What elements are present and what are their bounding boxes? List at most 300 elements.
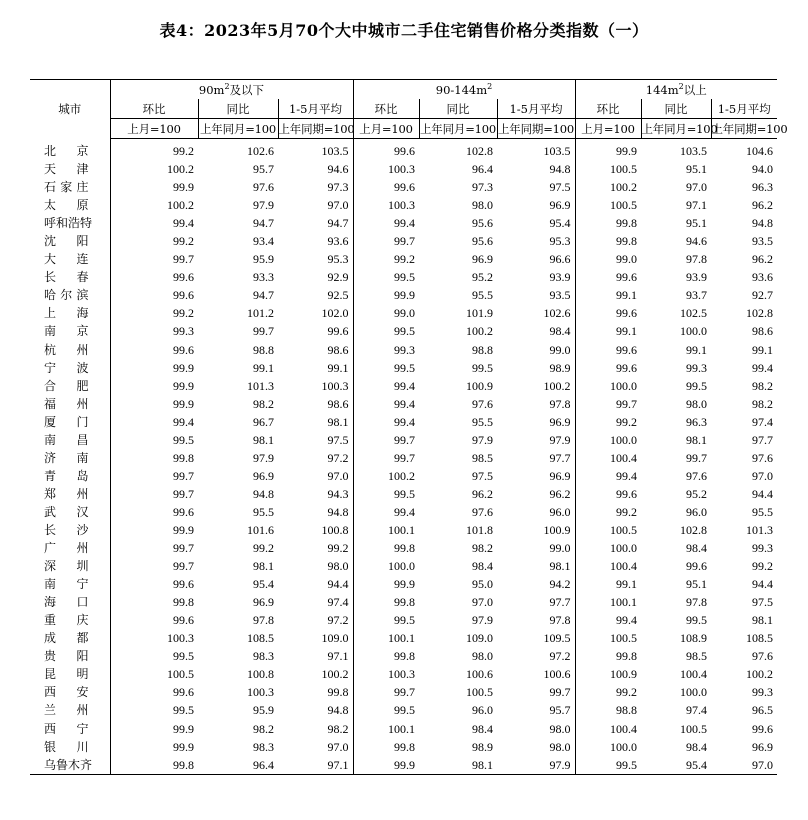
index-value: 98.1 — [549, 559, 571, 574]
city-name: 西安 — [44, 685, 89, 700]
index-value: 98.8 — [253, 342, 274, 357]
page-title: 表4：2023年5月70个大中城市二手住宅销售价格分类指数（一） — [159, 21, 649, 40]
index-value: 99.4 — [752, 360, 773, 375]
index-value: 99.5 — [472, 360, 493, 375]
index-value: 95.2 — [686, 486, 707, 501]
table-row — [30, 557, 777, 575]
group-header-90-144: $90-144m^2$ — [353, 80, 575, 100]
index-value: 97.6 — [253, 180, 274, 195]
city-name: 大连 — [44, 252, 89, 267]
index-value: 99.4 — [110, 214, 198, 232]
index-value: 99.8 — [353, 647, 419, 665]
index-value: 99.0 — [549, 342, 571, 357]
index-value: 99.6 — [110, 575, 198, 593]
sub-header-yoy: 同比 — [198, 99, 278, 119]
index-value: 99.1 — [575, 286, 641, 304]
index-value: 97.7 — [752, 432, 773, 447]
city-name: 兰州 — [44, 703, 89, 718]
index-value: 96.4 — [472, 162, 493, 177]
index-value: 101.3 — [746, 523, 773, 537]
index-value: 100.5 — [466, 685, 493, 700]
index-value: 100.3 — [353, 160, 419, 178]
index-value: 99.9 — [110, 720, 198, 738]
index-value: 101.2 — [247, 306, 274, 321]
table-row — [30, 720, 777, 738]
index-value: 95.5 — [752, 504, 773, 519]
city-name: 郑州 — [44, 486, 89, 501]
index-value: 99.5 — [686, 613, 707, 628]
index-value: 100.2 — [543, 378, 571, 393]
index-value: 99.6 — [353, 139, 419, 161]
index-value: 98.8 — [472, 342, 493, 357]
city-name: 成都 — [44, 631, 89, 646]
index-value: 94.0 — [752, 162, 773, 177]
table-row — [30, 738, 777, 756]
index-value: 99.6 — [686, 559, 707, 574]
index-value: 97.8 — [549, 613, 571, 628]
sub-header-mom: 环比 — [353, 99, 419, 119]
unit-label-mom: 上月=100 — [110, 119, 198, 139]
index-value: 99.9 — [353, 575, 419, 593]
index-value: 99.7 — [110, 485, 198, 503]
index-value: 98.0 — [549, 739, 571, 754]
index-value: 99.4 — [353, 377, 419, 395]
table-row — [30, 268, 777, 286]
index-value: 98.0 — [472, 198, 493, 213]
index-value: 97.1 — [686, 198, 707, 213]
index-value: 96.6 — [549, 252, 571, 267]
index-value: 99.1 — [327, 360, 349, 375]
city-name: 贵阳 — [44, 649, 89, 664]
index-value: 97.9 — [549, 432, 571, 447]
index-value: 99.8 — [575, 214, 641, 232]
index-value: 100.2 — [575, 178, 641, 196]
index-value: 98.2 — [253, 721, 274, 736]
index-value: 99.1 — [575, 322, 641, 340]
city-name: 石家庄 — [44, 180, 89, 195]
index-value: 98.1 — [327, 414, 349, 429]
index-value: 96.9 — [472, 252, 493, 267]
index-value: 98.3 — [253, 649, 274, 664]
index-value: 97.5 — [472, 468, 493, 483]
index-value: 100.6 — [466, 667, 493, 682]
index-value: 99.5 — [110, 701, 198, 719]
city-name: 厦门 — [44, 414, 89, 429]
index-value: 99.6 — [110, 683, 198, 701]
index-value: 97.2 — [327, 613, 349, 628]
index-value: 100.9 — [575, 665, 641, 683]
index-value: 102.6 — [543, 306, 571, 321]
index-value: 99.7 — [110, 557, 198, 575]
index-value: 94.8 — [253, 486, 274, 501]
index-value: 99.2 — [110, 232, 198, 250]
index-value: 96.0 — [472, 703, 493, 718]
index-value: 99.7 — [575, 395, 641, 413]
city-name: 北京 — [44, 143, 89, 158]
index-value: 97.1 — [327, 649, 349, 664]
index-value: 99.8 — [353, 539, 419, 557]
index-value: 97.0 — [327, 468, 349, 483]
index-value: 97.6 — [686, 468, 707, 483]
index-value: 99.5 — [353, 359, 419, 377]
index-value: 97.8 — [253, 613, 274, 628]
table-row — [30, 431, 777, 449]
index-value: 97.4 — [327, 595, 349, 610]
index-value: 100.2 — [110, 196, 198, 214]
index-value: 92.5 — [327, 288, 349, 303]
index-value: 93.3 — [253, 270, 274, 285]
index-value: 94.8 — [752, 216, 773, 231]
index-value: 100.6 — [543, 667, 571, 682]
index-value: 100.2 — [110, 160, 198, 178]
index-value: 99.0 — [549, 541, 571, 556]
index-value: 97.8 — [686, 252, 707, 267]
index-value: 95.3 — [327, 252, 349, 267]
index-value: 100.0 — [680, 685, 707, 700]
index-value: 99.9 — [110, 738, 198, 756]
index-value: 99.2 — [575, 683, 641, 701]
index-value: 98.4 — [472, 721, 493, 736]
index-value: 100.3 — [353, 196, 419, 214]
index-value: 95.4 — [641, 756, 711, 775]
index-value: 99.6 — [110, 341, 198, 359]
index-value: 97.0 — [327, 198, 349, 213]
index-value: 97.4 — [686, 703, 707, 718]
index-value: 99.8 — [353, 738, 419, 756]
city-column-header: 城市 — [30, 80, 110, 139]
index-value: 96.9 — [752, 739, 773, 754]
index-value: 94.4 — [752, 486, 773, 501]
city-name: 武汉 — [44, 504, 89, 519]
index-value: 97.7 — [549, 450, 571, 465]
index-value: 98.4 — [549, 324, 571, 339]
index-value: 98.5 — [472, 450, 493, 465]
index-value: 100.2 — [353, 467, 419, 485]
table-row — [30, 485, 777, 503]
index-value: 95.0 — [472, 577, 493, 592]
index-value: 93.5 — [752, 234, 773, 249]
index-value: 99.7 — [110, 539, 198, 557]
index-value: 102.8 — [746, 306, 773, 321]
index-value: 98.0 — [327, 559, 349, 574]
city-name: 南昌 — [44, 432, 89, 447]
index-value: 99.4 — [575, 611, 641, 629]
table-row — [30, 593, 777, 611]
index-value: 99.6 — [575, 268, 641, 286]
index-value: 92.9 — [327, 270, 349, 285]
index-value: 98.1 — [253, 559, 274, 574]
index-value: 100.4 — [680, 667, 707, 682]
index-value: 100.4 — [575, 449, 641, 467]
index-value: 102.5 — [680, 306, 707, 321]
index-value: 97.2 — [549, 649, 571, 664]
city-name: 济南 — [44, 450, 89, 465]
index-value: 99.2 — [253, 541, 274, 556]
index-value: 94.4 — [752, 577, 773, 592]
index-value: 96.2 — [752, 252, 773, 267]
index-value: 100.5 — [680, 721, 707, 736]
city-name: 海口 — [44, 595, 89, 610]
index-value: 99.0 — [575, 250, 641, 268]
index-value: 100.2 — [746, 667, 773, 682]
index-value: 99.2 — [752, 559, 773, 574]
index-value: 99.9 — [110, 521, 198, 539]
index-value: 99.9 — [575, 139, 641, 161]
index-value: 100.4 — [575, 557, 641, 575]
group-header-row — [30, 80, 777, 100]
group-header-144-above: $144m^2$以上 — [575, 80, 777, 100]
index-value: 93.7 — [686, 288, 707, 303]
index-value: 97.4 — [752, 414, 773, 429]
table-row — [30, 322, 777, 340]
table-row — [30, 503, 777, 521]
index-value: 100.8 — [321, 523, 349, 537]
index-value: 94.8 — [549, 162, 571, 177]
index-value: 97.8 — [549, 396, 571, 411]
index-value: 100.5 — [575, 160, 641, 178]
city-name: 西宁 — [44, 721, 89, 736]
index-value: 96.2 — [472, 486, 493, 501]
index-value: 94.2 — [549, 577, 571, 592]
index-value: 99.4 — [575, 467, 641, 485]
index-value: 99.5 — [353, 322, 419, 340]
index-value: 98.6 — [752, 324, 773, 339]
index-value: 93.6 — [327, 234, 349, 249]
index-value: 99.7 — [353, 232, 419, 250]
index-value: 97.0 — [327, 739, 349, 754]
index-value: 99.7 — [110, 467, 198, 485]
index-value: 95.9 — [253, 252, 274, 267]
index-value: 96.9 — [253, 595, 274, 610]
table-row — [30, 756, 777, 775]
unit-label-yoy: 上年同月=100 — [198, 119, 278, 139]
index-value: 99.8 — [327, 685, 349, 700]
index-value: 109.0 — [466, 631, 493, 646]
index-value: 97.9 — [472, 432, 493, 447]
table-row — [30, 467, 777, 485]
index-value: 100.9 — [543, 523, 571, 537]
index-value: 96.9 — [549, 468, 571, 483]
index-value: 99.8 — [110, 593, 198, 611]
index-value: 96.5 — [752, 703, 773, 718]
index-value: 98.3 — [253, 739, 274, 754]
index-value: 96.9 — [549, 198, 571, 213]
city-name: 哈尔滨 — [44, 288, 89, 303]
index-value: 95.4 — [549, 216, 571, 231]
index-value: 98.9 — [549, 360, 571, 375]
city-name: 长沙 — [44, 523, 89, 537]
index-value: 96.0 — [549, 504, 571, 519]
index-value: 99.2 — [575, 503, 641, 521]
index-value: 99.6 — [110, 268, 198, 286]
index-value: 100.0 — [575, 539, 641, 557]
table-body — [30, 139, 777, 775]
index-value: 97.0 — [752, 468, 773, 483]
unit-label-avg: 上年同期=100 — [278, 119, 353, 139]
city-name: 乌鲁木齐 — [30, 756, 110, 775]
city-name: 南京 — [44, 324, 89, 339]
unit-label-avg: 上年同期=100 — [497, 119, 575, 139]
table-row — [30, 139, 777, 161]
index-value: 101.6 — [247, 523, 274, 537]
table-row — [30, 341, 777, 359]
index-value: 96.4 — [198, 756, 278, 775]
index-value: 100.2 — [466, 324, 493, 339]
index-value: 99.3 — [752, 685, 773, 700]
index-value: 97.6 — [752, 450, 773, 465]
index-value: 99.2 — [353, 250, 419, 268]
index-value: 100.0 — [680, 324, 707, 339]
index-value: 104.6 — [746, 144, 773, 159]
index-value: 95.1 — [686, 216, 707, 231]
index-value: 99.4 — [353, 395, 419, 413]
index-value: 100.3 — [247, 685, 274, 700]
index-value: 99.5 — [353, 268, 419, 286]
city-name: 昆明 — [44, 667, 89, 682]
index-value: 96.7 — [253, 414, 274, 429]
city-name: 上海 — [44, 306, 89, 321]
index-value: 100.1 — [353, 629, 419, 647]
index-value: 98.1 — [253, 432, 274, 447]
index-value: 97.3 — [472, 180, 493, 195]
table-row — [30, 196, 777, 214]
index-value: 98.2 — [752, 396, 773, 411]
index-value: 99.8 — [110, 449, 198, 467]
index-value: 95.4 — [253, 577, 274, 592]
index-value: 98.0 — [549, 721, 571, 736]
sub-header-avg: 1-5月平均 — [711, 99, 777, 119]
index-value: 96.3 — [686, 414, 707, 429]
sub-header-mom: 环比 — [110, 99, 198, 119]
table-row — [30, 539, 777, 557]
index-value: 98.2 — [327, 721, 349, 736]
table-row — [30, 377, 777, 395]
sub-header-avg: 1-5月平均 — [278, 99, 353, 119]
city-name: 银川 — [44, 739, 89, 754]
index-value: 98.2 — [472, 541, 493, 556]
index-value: 99.7 — [686, 450, 707, 465]
table-row — [30, 701, 777, 719]
index-value: 99.7 — [253, 324, 274, 339]
index-value: 97.8 — [686, 595, 707, 610]
index-value: 95.5 — [253, 504, 274, 519]
city-name: 杭州 — [44, 342, 89, 357]
index-value: 98.2 — [253, 396, 274, 411]
index-value: 99.5 — [353, 485, 419, 503]
index-value: 101.9 — [466, 306, 493, 321]
index-value: 93.4 — [253, 234, 274, 249]
index-value: 98.0 — [472, 649, 493, 664]
index-value: 100.3 — [110, 629, 198, 647]
index-value: 100.5 — [575, 196, 641, 214]
index-value: 100.1 — [353, 720, 419, 738]
index-value: 99.7 — [353, 431, 419, 449]
index-value: 100.5 — [575, 521, 641, 539]
index-value: 99.6 — [575, 485, 641, 503]
group-header-90-below: $90m^2$及以下 — [110, 80, 353, 100]
index-value: 99.8 — [575, 232, 641, 250]
index-value: 95.9 — [253, 703, 274, 718]
index-value: 101.8 — [466, 523, 493, 537]
index-value: 99.1 — [752, 342, 773, 357]
index-value: 99.8 — [110, 756, 198, 775]
index-value: 99.9 — [110, 395, 198, 413]
table-row — [30, 521, 777, 539]
index-value: 97.6 — [472, 396, 493, 411]
index-value: 100.0 — [353, 557, 419, 575]
table-row — [30, 611, 777, 629]
index-value: 99.4 — [353, 503, 419, 521]
index-value: 97.6 — [752, 649, 773, 664]
index-value: 97.3 — [327, 180, 349, 195]
table-row — [30, 629, 777, 647]
index-value: 94.7 — [327, 216, 349, 231]
index-value: 97.7 — [549, 595, 571, 610]
index-value: 99.6 — [752, 721, 773, 736]
city-name: 呼和浩特 — [44, 216, 93, 231]
index-value: 98.6 — [327, 396, 349, 411]
index-value: 99.2 — [110, 304, 198, 322]
index-value: 97.9 — [253, 198, 274, 213]
index-value: 97.0 — [686, 180, 707, 195]
index-value: 93.6 — [752, 270, 773, 285]
unit-label-yoy: 上年同月=100 — [641, 119, 711, 139]
index-value: 97.5 — [549, 180, 571, 195]
index-value: 99.6 — [575, 359, 641, 377]
index-value: 103.5 — [543, 144, 571, 159]
index-value: 99.1 — [686, 342, 707, 357]
table-row — [30, 413, 777, 431]
index-value: 99.6 — [327, 324, 349, 339]
index-value: 97.6 — [472, 504, 493, 519]
unit-header-row — [30, 119, 777, 139]
price-index-table — [30, 79, 788, 775]
index-value: 99.9 — [110, 377, 198, 395]
city-name: 长春 — [44, 270, 89, 285]
index-value: 99.6 — [575, 304, 641, 322]
index-value: 95.7 — [549, 703, 571, 718]
index-value: 95.1 — [686, 577, 707, 592]
index-value: 100.3 — [321, 378, 349, 393]
index-value: 97.2 — [327, 450, 349, 465]
index-value: 98.0 — [686, 396, 707, 411]
index-value: 95.5 — [472, 288, 493, 303]
index-value: 109.0 — [321, 631, 349, 646]
sub-header-yoy: 同比 — [641, 99, 711, 119]
index-value: 102.8 — [680, 523, 707, 537]
index-value: 99.8 — [575, 647, 641, 665]
city-name: 太原 — [44, 198, 89, 213]
index-value: 100.4 — [575, 720, 641, 738]
index-value: 96.9 — [253, 468, 274, 483]
index-value: 102.6 — [247, 144, 274, 159]
index-value: 98.1 — [686, 432, 707, 447]
index-value: 99.3 — [353, 341, 419, 359]
index-value: 99.3 — [110, 322, 198, 340]
index-value: 99.2 — [327, 541, 349, 556]
index-value: 95.6 — [472, 216, 493, 231]
city-name: 广州 — [44, 541, 89, 556]
index-value: 99.7 — [110, 250, 198, 268]
index-value: 99.9 — [353, 756, 419, 775]
index-value: 94.6 — [327, 162, 349, 177]
index-value: 99.6 — [575, 341, 641, 359]
index-value: 97.5 — [327, 432, 349, 447]
city-name: 青岛 — [44, 468, 89, 483]
table-row — [30, 395, 777, 413]
index-value: 98.2 — [752, 378, 773, 393]
index-value: 96.2 — [549, 486, 571, 501]
